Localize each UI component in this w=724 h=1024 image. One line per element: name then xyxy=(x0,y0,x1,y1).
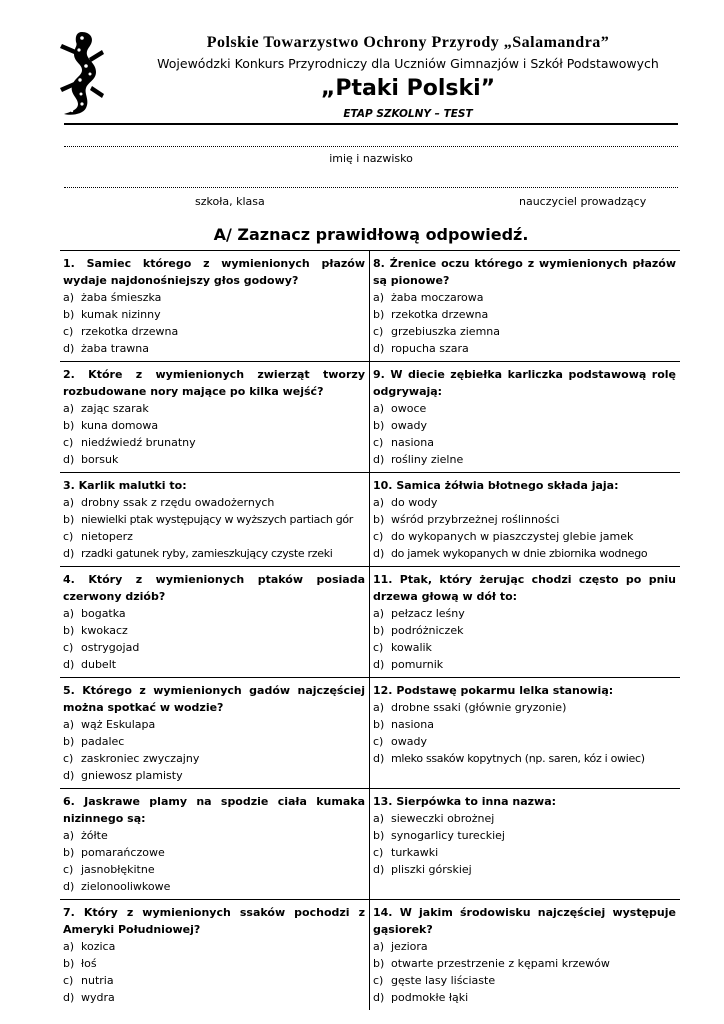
question-text: 12. Podstawę pokarmu lelka stanowią: xyxy=(373,684,614,697)
question-text: 8. Źrenice oczu którego z wymienionych płazów są pionowe? xyxy=(373,257,676,287)
option-letter: c) xyxy=(63,436,74,449)
option-letter: d) xyxy=(373,453,385,466)
option-letter: b) xyxy=(63,624,75,637)
option-letter: c) xyxy=(373,436,384,449)
answer-option[interactable] xyxy=(373,323,676,340)
option-text: do wody xyxy=(391,496,438,509)
option-letter: b) xyxy=(63,308,75,321)
option-text: pełzacz leśny xyxy=(391,607,465,620)
answer-option[interactable] xyxy=(373,306,676,323)
option-text: podróżniczek xyxy=(391,624,464,637)
option-letter: d) xyxy=(373,991,385,1004)
answer-option[interactable] xyxy=(63,639,365,656)
answer-option[interactable] xyxy=(373,989,676,1006)
answer-option[interactable] xyxy=(373,656,676,673)
answer-option[interactable] xyxy=(63,733,365,750)
option-text: wydra xyxy=(81,991,115,1004)
option-text: zielonooliwkowe xyxy=(81,880,171,893)
option-letter: c) xyxy=(63,641,74,654)
contest-name: Wojewódzki Konkurs Przyrodniczy dla Uczniów Gimnazjów i Szkół Podstawowych xyxy=(157,56,659,71)
question-cell xyxy=(370,900,680,1010)
question-cell xyxy=(60,251,370,361)
answer-option[interactable] xyxy=(63,417,365,434)
answer-option[interactable] xyxy=(373,511,676,528)
question-cell xyxy=(60,473,370,566)
organization-name: Polskie Towarzystwo Ochrony Przyrody „Salamandra” xyxy=(206,34,610,51)
question-cell xyxy=(60,567,370,677)
option-text: borsuk xyxy=(81,453,119,466)
option-text: wąż Eskulapa xyxy=(81,718,156,731)
question-row xyxy=(60,473,680,567)
option-text: turkawki xyxy=(391,846,439,859)
question-cell xyxy=(60,789,370,899)
question-text: 6. Jaskrawe plamy na spodzie ciała kumaka nizinnego są: xyxy=(63,795,365,825)
question-text: 9. W diecie zębiełka karliczka podstawową rolę odgrywają: xyxy=(373,368,676,398)
option-text: owady xyxy=(391,735,427,748)
section-title: A/ Zaznacz prawidłową odpowiedź. xyxy=(213,225,529,244)
option-letter: d) xyxy=(373,658,385,671)
option-letter: a) xyxy=(373,607,385,620)
option-text: rzekotka drzewna xyxy=(81,325,179,338)
question-cell xyxy=(370,251,680,361)
option-text: synogarlicy tureckiej xyxy=(391,829,505,842)
option-letter: a) xyxy=(63,718,75,731)
option-letter: c) xyxy=(373,974,384,987)
option-letter: a) xyxy=(373,291,385,304)
question-cell xyxy=(60,900,370,1010)
answer-option[interactable] xyxy=(63,511,365,528)
answer-option[interactable] xyxy=(63,972,365,989)
question-text: 11. Ptak, który żerując chodzi często po pniu drzewa głową w dół to: xyxy=(373,573,676,603)
option-letter: a) xyxy=(63,291,75,304)
answer-option[interactable] xyxy=(373,528,676,545)
option-text: owady xyxy=(391,419,427,432)
option-text: wśród przybrzeżnej roślinności xyxy=(391,513,560,526)
question-cell xyxy=(370,789,680,899)
option-text: pomarańczowe xyxy=(81,846,165,859)
option-letter: d) xyxy=(373,863,385,876)
option-letter: c) xyxy=(373,530,384,543)
question-cell xyxy=(370,678,680,788)
option-text: niewielki ptak występujący w wyższych partiach gór xyxy=(81,513,354,526)
option-letter: b) xyxy=(373,513,385,526)
option-letter: d) xyxy=(63,547,75,560)
option-text: kumak nizinny xyxy=(81,308,161,321)
option-letter: c) xyxy=(63,752,74,765)
answer-option[interactable] xyxy=(373,733,676,750)
header-divider xyxy=(64,123,678,125)
option-text: do wykopanych w piaszczystej glebie jamek xyxy=(391,530,634,543)
answer-option[interactable] xyxy=(373,605,676,622)
questions-grid xyxy=(60,250,680,1010)
option-letter: a) xyxy=(63,829,75,842)
answer-option[interactable] xyxy=(373,827,676,844)
question-cell xyxy=(370,362,680,472)
option-letter: d) xyxy=(373,752,385,765)
answer-option[interactable] xyxy=(373,417,676,434)
answer-option[interactable] xyxy=(373,400,676,417)
question-row xyxy=(60,250,680,362)
answer-option[interactable] xyxy=(63,323,365,340)
option-letter: c) xyxy=(373,846,384,859)
answer-option[interactable] xyxy=(63,750,365,767)
option-text: żaba moczarowa xyxy=(391,291,484,304)
option-text: łoś xyxy=(81,957,97,970)
option-letter: a) xyxy=(373,940,385,953)
option-letter: c) xyxy=(373,735,384,748)
answer-option[interactable] xyxy=(63,861,365,878)
answer-option[interactable] xyxy=(373,716,676,733)
name-label: imię i nazwisko xyxy=(329,152,413,165)
option-letter: d) xyxy=(373,342,385,355)
option-letter: c) xyxy=(63,863,74,876)
answer-option[interactable] xyxy=(63,955,365,972)
option-text: gęste lasy liściaste xyxy=(391,974,496,987)
option-letter: a) xyxy=(373,701,385,714)
option-text: drobny ssak z rzędu owadożernych xyxy=(81,496,275,509)
answer-option[interactable] xyxy=(373,955,676,972)
option-letter: b) xyxy=(63,419,75,432)
option-text: owoce xyxy=(391,402,427,415)
answer-option[interactable] xyxy=(373,340,676,357)
option-letter: b) xyxy=(63,735,75,748)
option-text: nasiona xyxy=(391,436,434,449)
option-text: kuna domowa xyxy=(81,419,159,432)
answer-option[interactable] xyxy=(63,434,365,451)
question-row xyxy=(60,567,680,678)
option-letter: d) xyxy=(63,453,75,466)
answer-option[interactable] xyxy=(63,545,365,562)
option-text: grzebiuszka ziemna xyxy=(391,325,501,338)
option-text: dubelt xyxy=(81,658,117,671)
question-text: 5. Którego z wymienionych gadów najczęściej można spotkać w wodzie? xyxy=(63,684,365,714)
option-letter: d) xyxy=(63,342,75,355)
option-letter: a) xyxy=(373,402,385,415)
test-stage: ETAP SZKOLNY – TEST xyxy=(343,108,473,120)
option-letter: d) xyxy=(63,880,75,893)
option-letter: b) xyxy=(373,624,385,637)
answer-option[interactable] xyxy=(373,289,676,306)
answer-option[interactable] xyxy=(373,938,676,955)
option-text: rzekotka drzewna xyxy=(391,308,489,321)
answer-option[interactable] xyxy=(63,622,365,639)
option-text: jasnobłękitne xyxy=(81,863,155,876)
question-text: 2. Które z wymienionych zwierząt tworzy rozbudowane nory mające po kilka wejść? xyxy=(63,368,365,398)
teacher-label: nauczyciel prowadzący xyxy=(519,195,647,208)
option-text: żółte xyxy=(81,829,108,842)
test-title: „Ptaki Polski” xyxy=(320,76,496,101)
question-row xyxy=(60,789,680,900)
option-text: otwarte przestrzenie z kępami krzewów xyxy=(391,957,610,970)
answer-option[interactable] xyxy=(63,767,365,784)
answer-option[interactable] xyxy=(63,844,365,861)
question-text: 4. Który z wymienionych ptaków posiada czerwony dziób? xyxy=(63,573,365,603)
option-text: gniewosz plamisty xyxy=(81,769,183,782)
option-text: mleko ssaków kopytnych (np. saren, kóz i owiec) xyxy=(391,752,645,765)
option-letter: c) xyxy=(63,974,74,987)
question-cell xyxy=(60,678,370,788)
option-letter: b) xyxy=(373,419,385,432)
option-text: pomurnik xyxy=(391,658,444,671)
question-text: 14. W jakim środowisku najczęściej występuje gąsiorek? xyxy=(373,906,676,936)
answer-option[interactable] xyxy=(63,878,365,895)
answer-option[interactable] xyxy=(373,494,676,511)
option-letter: a) xyxy=(63,607,75,620)
answer-option[interactable] xyxy=(63,340,365,357)
school-line[interactable] xyxy=(64,187,678,188)
answer-option[interactable] xyxy=(63,289,365,306)
option-letter: d) xyxy=(63,769,75,782)
option-text: drobne ssaki (głównie gryzonie) xyxy=(391,701,567,714)
question-text: 7. Który z wymienionych ssaków pochodzi z Ameryki Południowej? xyxy=(63,906,365,936)
answer-option[interactable] xyxy=(373,972,676,989)
question-text: 3. Karlik malutki to: xyxy=(63,479,187,492)
question-cell xyxy=(370,473,680,566)
option-text: ropucha szara xyxy=(391,342,469,355)
answer-option[interactable] xyxy=(373,810,676,827)
question-row xyxy=(60,678,680,789)
option-text: rośliny zielne xyxy=(391,453,464,466)
option-letter: c) xyxy=(63,325,74,338)
option-text: pliszki górskiej xyxy=(391,863,472,876)
option-text: nietoperz xyxy=(81,530,133,543)
option-text: kowalik xyxy=(391,641,432,654)
option-letter: c) xyxy=(63,530,74,543)
option-text: nasiona xyxy=(391,718,434,731)
option-letter: d) xyxy=(63,991,75,1004)
option-letter: d) xyxy=(373,547,385,560)
option-text: sieweczki obrożnej xyxy=(391,812,495,825)
school-label: szkoła, klasa xyxy=(195,195,265,208)
option-letter: a) xyxy=(373,496,385,509)
answer-option[interactable] xyxy=(63,938,365,955)
answer-option[interactable] xyxy=(373,699,676,716)
option-text: rzadki gatunek ryby, zamieszkujący czyste rzeki xyxy=(81,547,333,560)
answer-option[interactable] xyxy=(63,716,365,733)
option-text: padalec xyxy=(81,735,125,748)
option-letter: c) xyxy=(373,325,384,338)
option-text: żaba śmieszka xyxy=(81,291,162,304)
option-letter: b) xyxy=(63,846,75,859)
answer-option[interactable] xyxy=(63,306,365,323)
option-letter: a) xyxy=(63,496,75,509)
question-cell xyxy=(60,362,370,472)
salamander-logo-icon xyxy=(56,28,108,118)
option-text: żaba trawna xyxy=(81,342,150,355)
question-text: 1. Samiec którego z wymienionych płazów wydaje najdonośniejszy głos godowy? xyxy=(63,257,365,287)
option-letter: b) xyxy=(63,957,75,970)
answer-option[interactable] xyxy=(373,622,676,639)
option-text: kozica xyxy=(81,940,116,953)
question-row xyxy=(60,362,680,473)
option-letter: b) xyxy=(373,718,385,731)
option-letter: b) xyxy=(373,829,385,842)
option-letter: a) xyxy=(63,940,75,953)
answer-option[interactable] xyxy=(373,844,676,861)
answer-option[interactable] xyxy=(373,639,676,656)
option-text: do jamek wykopanych w dnie zbiornika wodnego xyxy=(391,547,648,560)
answer-option[interactable] xyxy=(63,989,365,1006)
option-letter: b) xyxy=(63,513,75,526)
option-text: nutria xyxy=(81,974,114,987)
answer-option[interactable] xyxy=(373,750,676,767)
option-letter: c) xyxy=(373,641,384,654)
option-text: ostrygojad xyxy=(81,641,140,654)
option-text: bogatka xyxy=(81,607,126,620)
answer-option[interactable] xyxy=(63,400,365,417)
answer-option[interactable] xyxy=(63,528,365,545)
question-cell xyxy=(370,567,680,677)
answer-option[interactable] xyxy=(63,656,365,673)
option-text: podmokłe łąki xyxy=(391,991,469,1004)
option-letter: b) xyxy=(373,308,385,321)
option-letter: a) xyxy=(63,402,75,415)
question-row xyxy=(60,900,680,1010)
answer-option[interactable] xyxy=(63,827,365,844)
name-line[interactable] xyxy=(64,146,678,147)
answer-option[interactable] xyxy=(373,545,676,562)
option-letter: a) xyxy=(373,812,385,825)
answer-option[interactable] xyxy=(373,861,676,878)
option-text: zaskroniec zwyczajny xyxy=(81,752,200,765)
option-text: niedźwiedź brunatny xyxy=(81,436,196,449)
option-text: zając szarak xyxy=(81,402,149,415)
answer-option[interactable] xyxy=(63,605,365,622)
answer-option[interactable] xyxy=(373,451,676,468)
question-text: 13. Sierpówka to inna nazwa: xyxy=(373,795,557,808)
answer-option[interactable] xyxy=(63,494,365,511)
option-text: kwokacz xyxy=(81,624,128,637)
option-text: jeziora xyxy=(391,940,428,953)
option-letter: d) xyxy=(63,658,75,671)
question-text: 10. Samica żółwia błotnego składa jaja: xyxy=(373,479,619,492)
answer-option[interactable] xyxy=(63,451,365,468)
answer-option[interactable] xyxy=(373,434,676,451)
option-letter: b) xyxy=(373,957,385,970)
